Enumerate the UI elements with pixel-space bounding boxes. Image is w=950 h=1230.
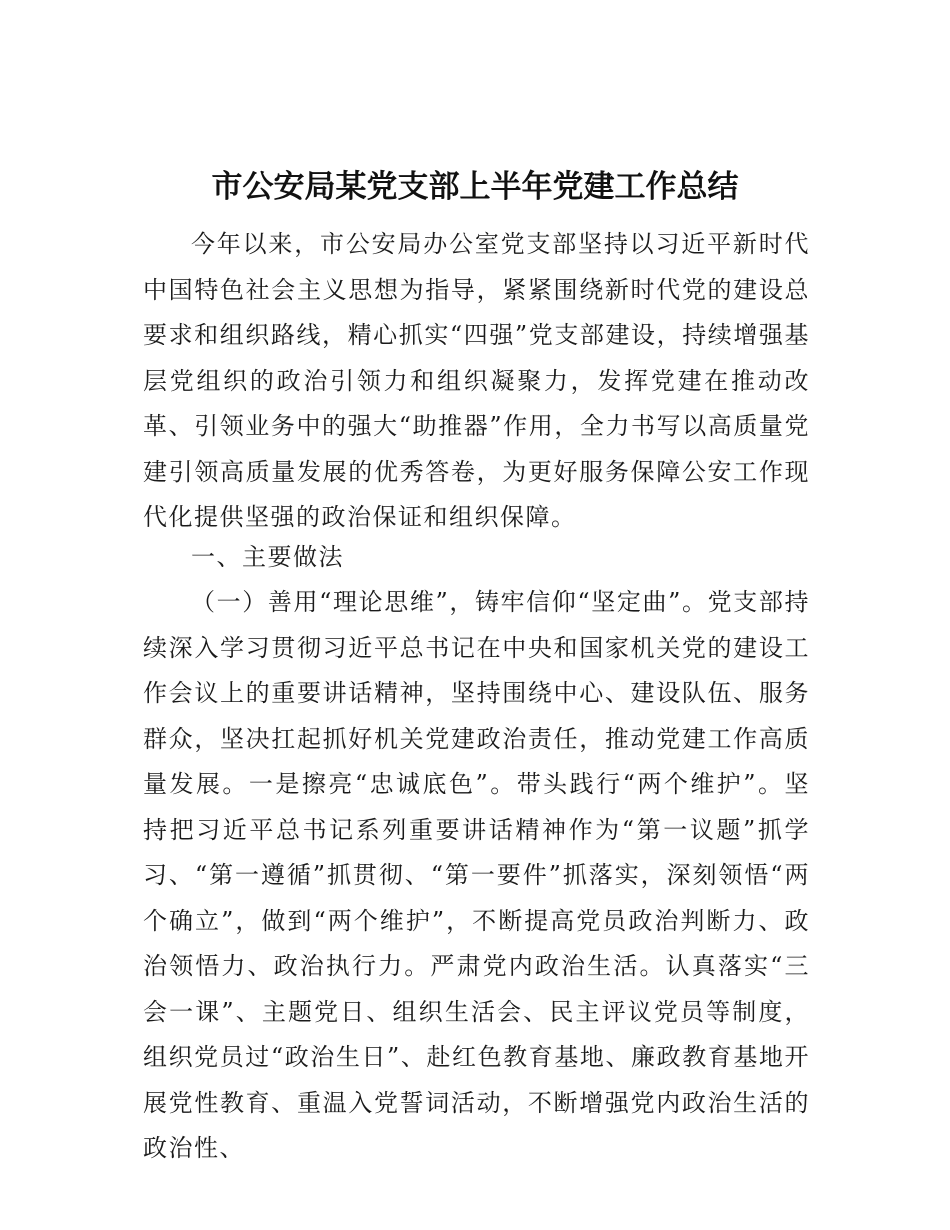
document-title: 市公安局某党支部上半年党建工作总结 [211,169,739,205]
section-paragraph: （一）善用“理论思维”，铸牢信仰“坚定曲”。党支部持续深入学习贯彻习近平总书记在中央和国家机关党的建设工作会议上的重要讲话精神，坚持围绕中心、建设队伍、服务群众，坚决扛起抓好机关党建政治责任，推动党建工作高质量发展。一是擦亮“忠诚底色”。带头践行“两个维护”。坚持把习近平总书记系列重要讲话精神作为“第一议题”抓学习、“第一遵循”抓贯彻、“第一要件”抓落实，深刻领悟“两个确立”，做到“两个维护”，不断提高党员政治判断力、政治领悟力、政治执行力。严肃党内政治生活。认真落实“三会一课”、主题党日、组织生活会、民主评议党员等制度，组织党员过“政治生日”、赴红色教育基地、廉政教育基地开展党性教育、重温入党誓词活动，不断增强党内政治生活的政治性、 [143,588,810,1162]
section-heading: 一、主要做法 [191,543,344,571]
intro-paragraph: 今年以来，市公安局办公室党支部坚持以习近平新时代中国特色社会主义思想为指导，紧紧围绕新时代党的建设总要求和组织路线，精心抓实“四强”党支部建设，持续增强基层党组织的政治引领力和组织凝聚力，发挥党建在推动改革、引领业务中的强大“助推器”作用，全力书写以高质量党建引领高质量发展的优秀答卷，为更好服务保障公安工作现代化提供坚强的政治保证和组织保障。 [143,230,810,531]
